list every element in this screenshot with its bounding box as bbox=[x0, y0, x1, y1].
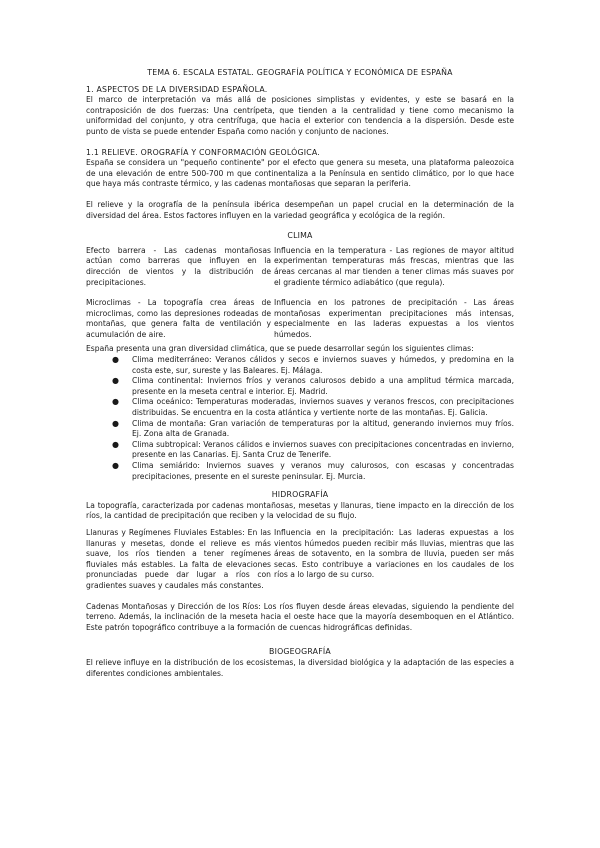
clima-row-2 bbox=[86, 298, 514, 340]
list-item: ● Clima de montaña: Gran variación de temperaturas por la altitud, generando inviernos muy fríos. Ej. Zona alta de Granada. bbox=[112, 418, 514, 439]
biogeografia-heading: BIOGEOGRAFÍA bbox=[269, 647, 331, 657]
clima-influencia-precipitacion: Influencia en los patrones de precipitación - Las áreas montañosas experimentan precipitaciones más intensas, especialmente en las laderas expuestas a los vientos húmedos. bbox=[274, 298, 514, 339]
list-item: ● Clima mediterráneo: Veranos cálidos y secos e inviernos suaves y húmedos, y predomina en la costa este, sur, sureste y las Baleares. Ej. Málaga. bbox=[112, 355, 514, 375]
bullet-icon: ● bbox=[112, 461, 119, 470]
hidrografia-heading: HIDROGRAFÍA bbox=[271, 490, 329, 500]
list-item: ● Clima continental: Inviernos fríos y veranos calurosos debido a una amplitud térmica marcada, presente en la meseta central e interior. Ej. Madrid. bbox=[112, 376, 514, 396]
section-1-text: El marco de interpretación va más allá de posiciones simplistas y evidentes, y este se basará en la contraposición de dos fuerzas: Una centrípeta, que tienden a la centralidad y tiene como mecanismo la uniformidad del conjunto, y otra centrífuga, que hacia el exterior con tendencia a la dispersión. Desde este punto de vista se puede entender España como nación y conjunto de naciones. bbox=[86, 95, 514, 136]
bullet-icon: ● bbox=[112, 397, 119, 407]
section-1-1-text-2: El relieve y la orografía de la península ibérica desempeñan un papel crucial en la determinación de la diversidad del área. Estos factores influyen en la variedad geográfica y ecológica de la región. bbox=[86, 199, 514, 220]
bullet-icon: ● bbox=[112, 418, 119, 428]
list-item: ● Clima oceánico: Temperaturas moderadas, inviernos suaves y veranos frescos, con precipitaciones distribuidas. Se encuentra en la costa atlántica y vertiente norte de las montañas. Ej. Galicia. bbox=[112, 397, 514, 418]
clima-efecto-barrera: Efecto barrera - Las cadenas montañosas actúan como barreras que influyen en la dirección de vientos y la distribución de precipitaciones. bbox=[86, 245, 271, 287]
section-1-1-text: España se considera un "pequeño continente" por el efecto que genera su meseta, una plataforma paleozoica de una elevación de entre 500-700 m que continentaliza a la Península en sentido climático, por lo que hace que haya más contraste térmico, y las cadenas montañosas que separan la periferia. bbox=[86, 158, 514, 189]
biogeografia-text: El relieve influye en la distribución de los ecosistemas, la diversidad biológica y la adaptación de las especies a diferentes condiciones ambientales. bbox=[86, 657, 514, 678]
clima-heading: CLIMA bbox=[287, 231, 313, 241]
hidrografia-llanuras: Llanuras y Regímenes Fluviales Estables: En las llanuras y mesetas, donde el relieve es más suave, los ríos tienden a tener regímenes fluviales más estables. La falta de elevaciones pronunciadas puede dar lugar a ríos con gradientes suaves y caudales más constantes. bbox=[86, 527, 271, 590]
bullet-icon: ● bbox=[112, 376, 119, 386]
hidrografia-text: La topografía, caracterizada por cadenas montañosas, mesetas y llanuras, tiene impacto en la dirección de los ríos, la cantidad de precipitación que reciben y la velocidad de su flujo. bbox=[86, 500, 514, 521]
hidrografia-row bbox=[86, 528, 514, 592]
bullet-icon: ● bbox=[112, 355, 119, 365]
document-title: TEMA 6. ESCALA ESTATAL. GEOGRAFÍA POLÍTICA Y ECONÓMICA DE ESPAÑA bbox=[147, 68, 453, 77]
hidrografia-text-2: Cadenas Montañosas y Dirección de los Ríos: Los ríos fluyen desde áreas elevadas, siguiendo la pendiente del terreno. Además, la inclinación de la meseta hacia el oeste hace que la mayoría desemboquen en el Atlántico. Este patrón topográfico contribuye a la formación de cuencas hidrográficas definidas. bbox=[86, 601, 514, 632]
clima-influencia-temperatura: Influencia en la temperatura - Las regiones de mayor altitud experimentan temperaturas más frescas, mientras que las áreas cercanas al mar tienden a tener climas más suaves por el gradiente térmico adiabático (que regula). bbox=[274, 245, 514, 287]
clima-row-1 bbox=[86, 246, 514, 288]
list-item: ● Clima semiárido: Inviernos suaves y veranos muy calurosos, con escasas y concentradas precipitaciones, presente en el sureste peninsular. Ej. Murcia. bbox=[112, 461, 514, 481]
section-1-heading: 1. ASPECTOS DE LA DIVERSIDAD ESPAÑOLA. bbox=[86, 84, 268, 94]
clima-intro: España presenta una gran diversidad climática, que se puede desarrollar según los siguientes climas: bbox=[86, 344, 474, 354]
clima-microclimas: Microclimas - La topografía crea áreas de microclimas, como las depresiones rodeadas de montañas, que genera falta de ventilación y acumulación de aire. bbox=[86, 298, 271, 339]
hidrografia-precipitacion: Influencia en la precipitación: Las laderas expuestas a los vientos húmedos pueden recibir más lluvias, mientras que las áreas de sotavento, en la sombra de lluvia, pueden ser más secas. Esto contribuye a variaciones en los caudales de los ríos a lo largo de su curso. bbox=[274, 527, 514, 580]
clima-list bbox=[86, 355, 514, 482]
section-1-1-heading: 1.1 RELIEVE. OROGRAFÍA Y CONFORMACIÓN GEOLÓGICA. bbox=[86, 147, 320, 157]
bullet-icon: ● bbox=[112, 439, 119, 449]
list-item: ● Clima subtropical: Veranos cálidos e inviernos suaves con precipitaciones concentradas en invierno, presente en las Canarias. Ej. Santa Cruz de Tenerife. bbox=[112, 439, 514, 460]
